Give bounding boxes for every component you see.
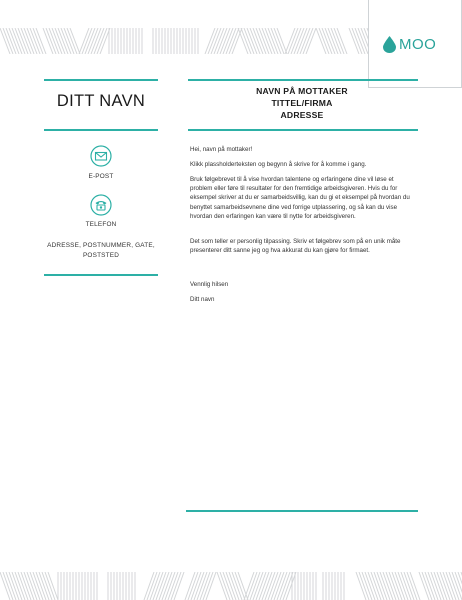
- drop-icon: [383, 36, 396, 58]
- letter-signature: Ditt navn: [190, 296, 215, 303]
- name-top-rule: [44, 79, 158, 81]
- footer-rule: [186, 510, 418, 512]
- email-label[interactable]: E-POST: [88, 173, 114, 180]
- letter-closing: Vennlig hilsen: [190, 281, 229, 288]
- letter-greeting: Hei, navn på mottaker!: [190, 146, 253, 153]
- logo-text: MOO: [399, 36, 437, 53]
- pattern-graphic: [0, 572, 462, 600]
- name-bottom-rule: [44, 129, 158, 131]
- bottom-pattern-band: [0, 572, 462, 600]
- recipient-address: ADRESSE: [280, 110, 324, 120]
- telephone-icon: [90, 194, 112, 216]
- logo-box: [368, 0, 462, 88]
- letter-paragraph-2: Bruk følgebrevet til å vise hvordan talentene og erfaringene dine vil løse et problem eller føre til resultater for den fremtidige arbeidsgiveren. Hvis du for eksempel skriver at du er samarbeidsvillig, kan du gi et eksempel på hvordan du benyttet samarbeidsevnene dine ved forrige utplassering, og så kan du vise hvordan den erfaringen kan være til nytte for arbeidsgiveren.: [190, 176, 410, 220]
- sender-address: ADRESSE, POSTNUMMER, GATE, POSTSTED: [47, 242, 155, 259]
- recipient-bottom-rule: [188, 129, 418, 131]
- letter-paragraph-3: Det som teller er personlig tilpassing. Skriv et følgebrev som på en unik måte presenterer ditt sanne jeg og hva akkurat du kan gjøre for firmaet.: [190, 238, 401, 255]
- recipient-title: TITTEL/FIRMA: [271, 98, 333, 108]
- envelope-icon: [90, 145, 112, 167]
- phone-label[interactable]: TELEFON: [85, 221, 117, 228]
- recipient-name: NAVN PÅ MOTTAKER: [256, 86, 348, 96]
- address-bottom-rule: [44, 274, 158, 276]
- recipient-top-rule: [188, 79, 418, 81]
- letter-paragraph-1: Klikk plassholderteksten og begynn å skrive for å komme i gang.: [190, 161, 367, 168]
- sender-name: DITT NAVN: [56, 92, 146, 110]
